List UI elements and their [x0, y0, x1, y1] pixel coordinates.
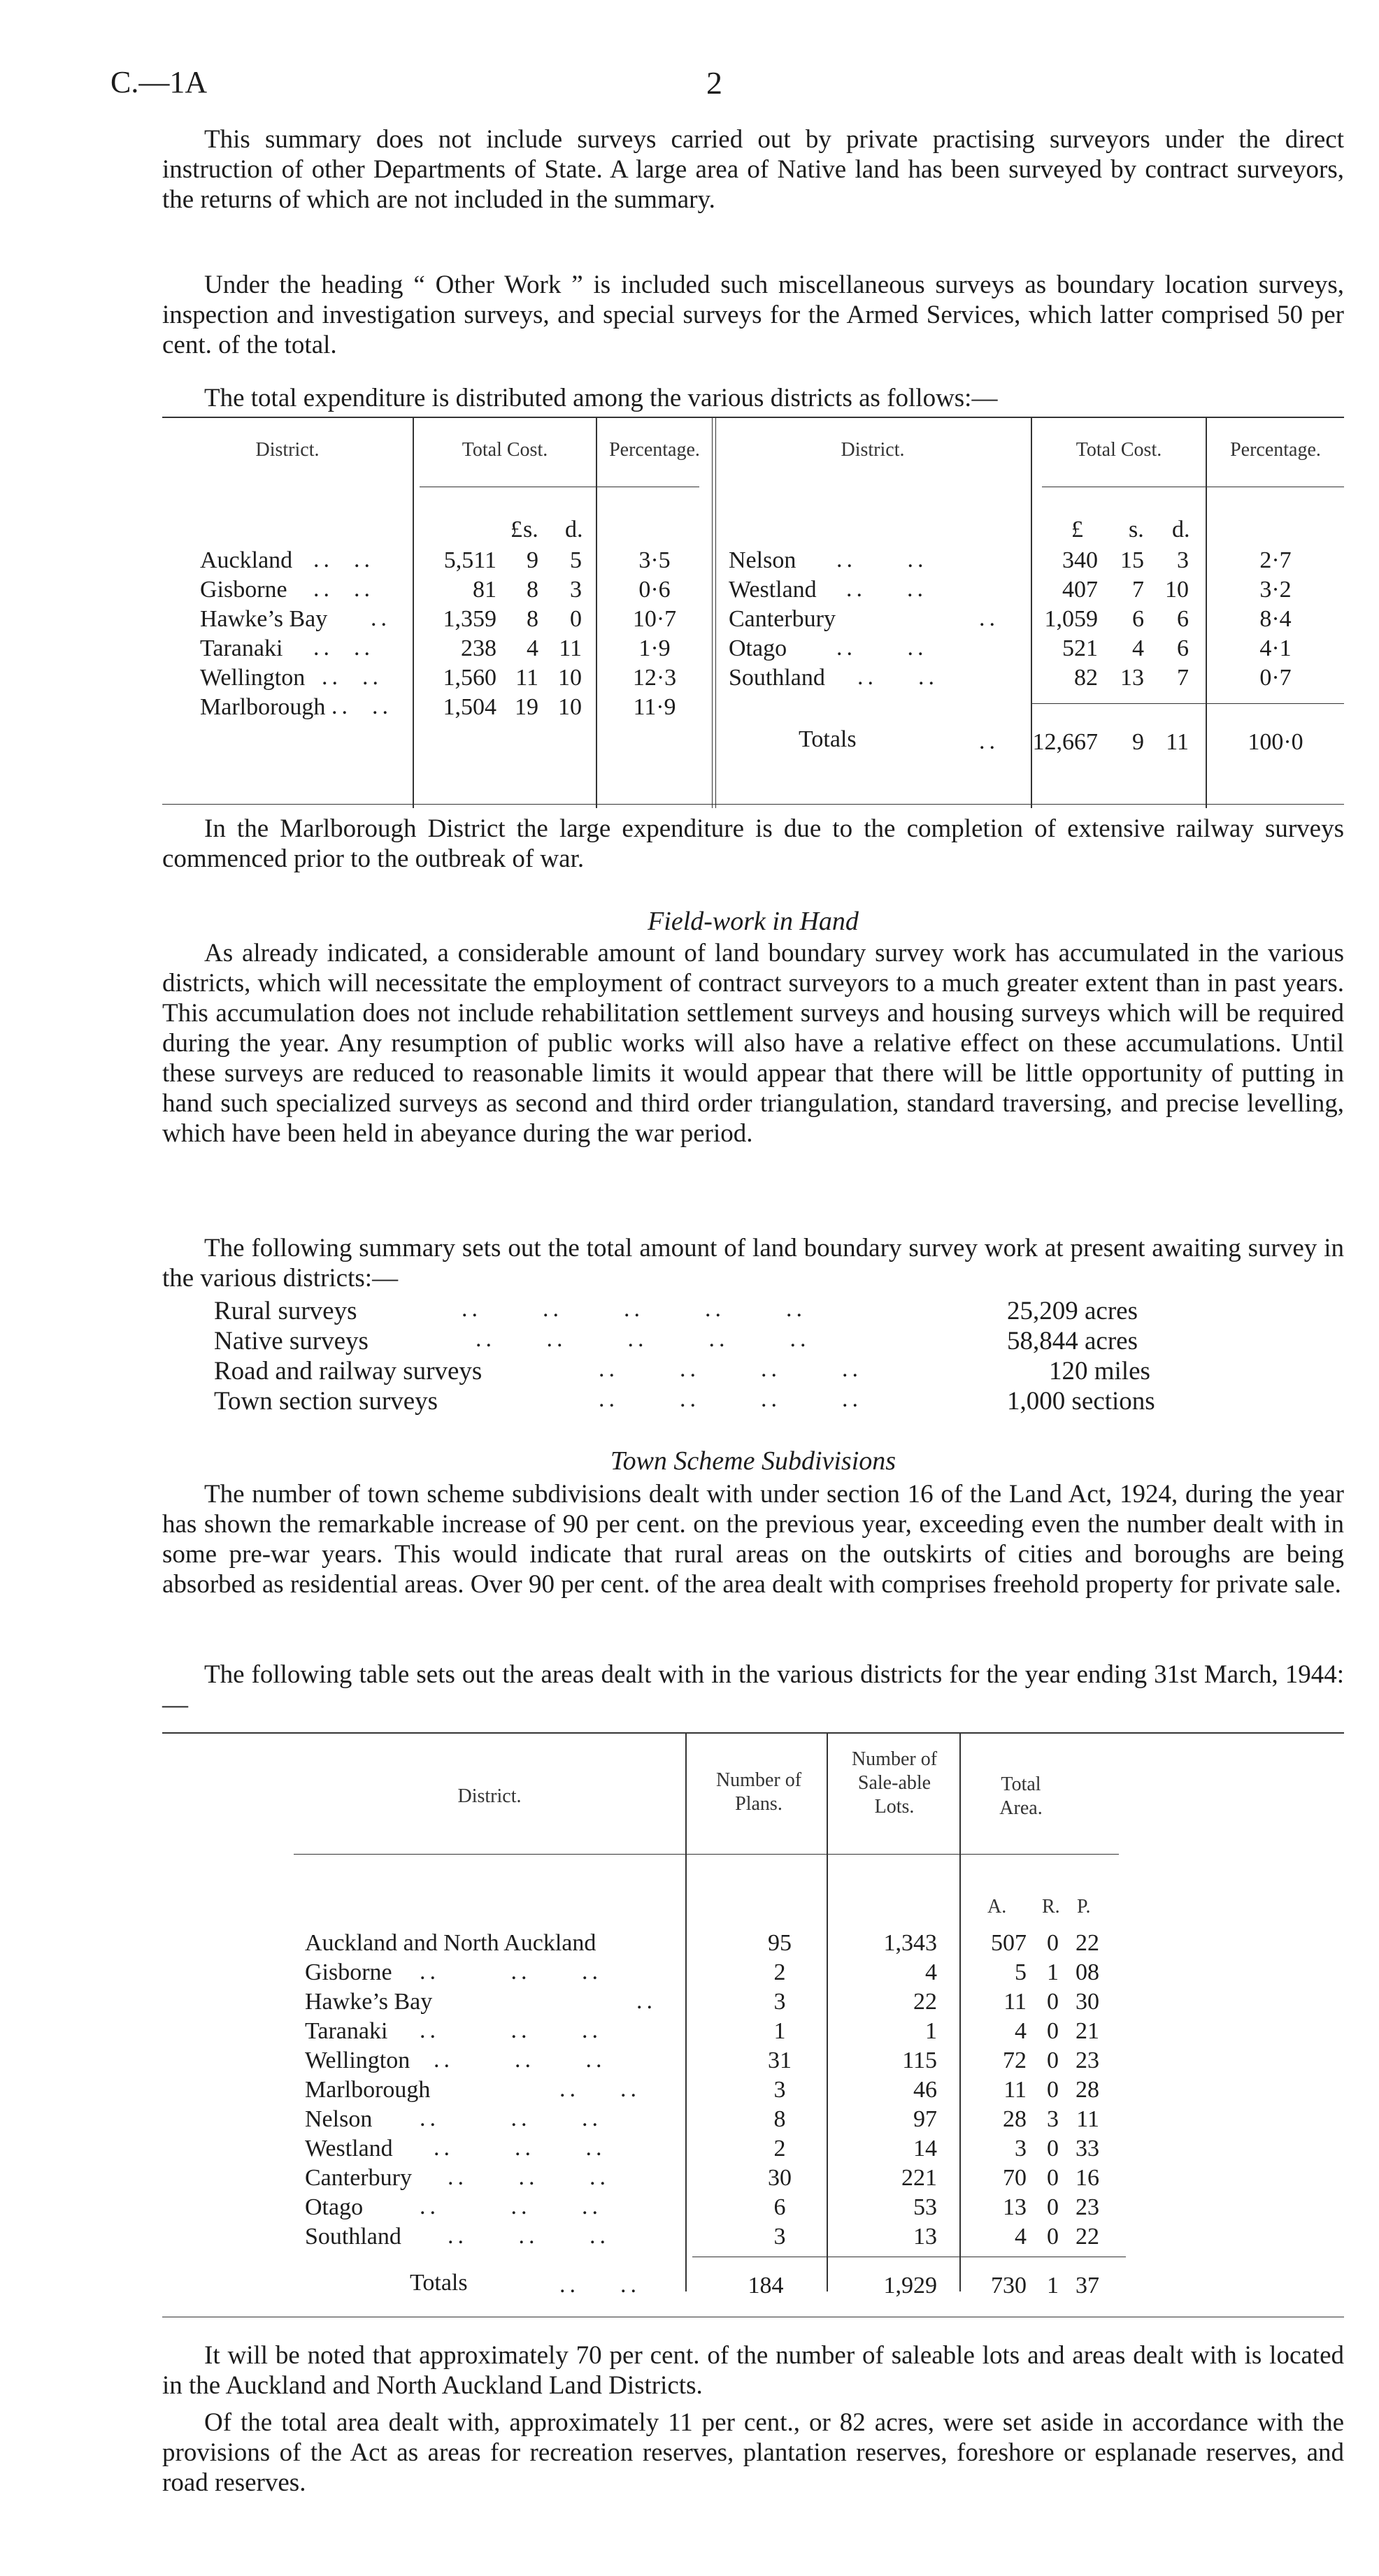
cost-pence: 10	[1165, 577, 1189, 603]
totals-label: Totals	[799, 726, 857, 752]
district-name: Gisborne	[305, 1959, 392, 1985]
cost-shillings: 11	[515, 665, 538, 691]
header-total-cost: Total Cost.	[1076, 439, 1162, 461]
summary-value: 1,000 sections	[1007, 1387, 1155, 1416]
plans-value: 1	[773, 2018, 786, 2044]
cost-pence: 10	[558, 694, 582, 720]
area-perches: 08	[1076, 1959, 1099, 1985]
cost-shillings: 19	[515, 694, 538, 720]
total-shillings: 9	[1132, 729, 1144, 755]
area-acres: 3	[1015, 2136, 1027, 2161]
plans-value: 2	[773, 2136, 786, 2161]
total-pence: 11	[1166, 729, 1189, 755]
area-perches: 22	[1076, 2224, 1099, 2250]
district-name: Hawke’s Bay	[305, 1989, 433, 2015]
area-roods: 0	[1047, 2136, 1059, 2161]
leader-dots: .. .. ..	[448, 2223, 610, 2249]
area-acres: 72	[1003, 2048, 1027, 2073]
district-name: Gisborne	[200, 577, 287, 603]
pence-unit: d.	[1172, 517, 1190, 542]
summary-label: Native surveys	[214, 1327, 369, 1355]
header-plans: Number of Plans.	[715, 1769, 802, 1815]
total-roods: 1	[1047, 2273, 1059, 2298]
district-name: Canterbury	[729, 606, 836, 632]
cost-pence: 10	[558, 665, 582, 691]
cost-pence: 3	[1177, 547, 1189, 573]
acres-unit: A.	[987, 1896, 1007, 1917]
district-name: Wellington	[200, 665, 306, 691]
area-perches: 21	[1076, 2018, 1099, 2044]
cost-pounds: 340	[1062, 547, 1098, 573]
plans-value: 8	[773, 2106, 786, 2132]
area-roods: 0	[1047, 2224, 1059, 2250]
cost-pence: 0	[570, 606, 582, 632]
cost-shillings: 9	[527, 547, 538, 573]
total-perches: 37	[1076, 2273, 1099, 2298]
area-roods: 0	[1047, 2048, 1059, 2073]
column-divider	[827, 1732, 828, 2291]
plans-value: 95	[768, 1930, 792, 1956]
leader-dots: ..	[636, 1988, 657, 2014]
district-name: Canterbury	[305, 2165, 412, 2191]
district-name: Westland	[729, 577, 817, 603]
district-name: Otago	[729, 635, 787, 661]
header-district: District.	[841, 439, 905, 461]
paragraph-marlborough: In the Marlborough District the large expenditure is due to the completion of extensive railway surveys commenced prior to the outbreak of war.	[162, 814, 1344, 873]
area-perches: 33	[1076, 2136, 1099, 2161]
area-perches: 30	[1076, 1989, 1099, 2015]
area-acres: 5	[1015, 1959, 1027, 1985]
summary-value: 120 miles	[1049, 1357, 1150, 1386]
pence-unit: d.	[565, 517, 583, 542]
header-percentage: Percentage.	[1230, 439, 1321, 461]
lots-value: 13	[913, 2224, 937, 2250]
cost-shillings: 6	[1132, 606, 1144, 632]
cost-pounds: 521	[1062, 635, 1098, 661]
area-roods: 0	[1047, 2077, 1059, 2103]
area-acres: 13	[1003, 2194, 1027, 2220]
cost-pence: 6	[1177, 606, 1189, 632]
leader-dots: .. .. ..	[434, 2135, 606, 2161]
leader-dots: .. .. ..	[420, 1959, 602, 1985]
totals-rule	[1032, 703, 1344, 704]
leader-dots: .. ..	[559, 2076, 641, 2102]
district-name: Southland	[729, 665, 825, 691]
leader-dots: .. .. ..	[420, 2017, 602, 2043]
leader-dots: .. .. .. .. ..	[476, 1326, 810, 1352]
lots-value: 221	[901, 2165, 937, 2191]
leader-dots: .. ..	[331, 693, 392, 719]
cost-pence: 7	[1177, 665, 1189, 691]
percentage-value: 10·7	[632, 606, 677, 632]
district-name: Westland	[305, 2136, 393, 2161]
area-perches: 22	[1076, 1930, 1099, 1956]
leader-dots: .. ..	[313, 547, 374, 573]
cost-pounds: 5,511	[443, 547, 496, 573]
area-roods: 0	[1047, 1930, 1059, 1956]
leader-dots: .. ..	[857, 664, 938, 690]
leader-dots: .. .. ..	[448, 2164, 610, 2190]
paragraph-saleable-lots: It will be noted that approximately 70 per cent. of the number of saleable lots and areas dealt with is located in the Auckland and North Auckland Land Districts.	[162, 2341, 1344, 2400]
plans-value: 3	[773, 1989, 786, 2015]
percentage-value: 1·9	[638, 635, 671, 661]
leader-dots: .. .. .. ..	[599, 1386, 862, 1412]
area-acres: 28	[1003, 2106, 1027, 2132]
area-acres: 4	[1015, 2224, 1027, 2250]
pounds-unit: £	[1071, 517, 1083, 542]
table-bottom-rule	[162, 804, 1344, 805]
percentage-value: 8·4	[1259, 606, 1292, 632]
district-name: Marlborough	[200, 694, 326, 720]
area-perches: 28	[1076, 2077, 1099, 2103]
leader-dots: .. ..	[313, 635, 374, 661]
district-name: Taranaki	[200, 635, 283, 661]
leader-dots: .. .. .. ..	[599, 1356, 862, 1382]
paragraph-private-surveys: This summary does not include surveys carried out by private practising surveyors under the direct instruction of other Departments of State. A large area of Native land has been surveyed by contract surveyors, the returns of which are not included in the summary.	[162, 125, 1344, 214]
leader-dots: .. .. .. .. ..	[462, 1296, 806, 1322]
lots-value: 4	[925, 1959, 937, 1985]
cost-pence: 6	[1177, 635, 1189, 661]
percentage-value: 0·6	[638, 577, 671, 603]
lots-value: 1	[925, 2018, 937, 2044]
total-lots: 1,929	[883, 2273, 937, 2298]
district-name: Nelson	[305, 2106, 373, 2132]
plans-value: 31	[768, 2048, 792, 2073]
area-roods: 0	[1047, 2194, 1059, 2220]
area-roods: 1	[1047, 1959, 1059, 1985]
header-total-cost: Total Cost.	[462, 439, 548, 461]
district-name: Otago	[305, 2194, 364, 2220]
heading-field-work: Field-work in Hand	[648, 907, 859, 936]
table-top-rule	[162, 417, 1344, 418]
paragraph-summary-intro: The following summary sets out the total amount of land boundary survey work at present awaiting survey in the various districts:—	[162, 1234, 1344, 1293]
cost-shillings: 4	[527, 635, 538, 661]
plans-value: 30	[768, 2165, 792, 2191]
plans-value: 3	[773, 2077, 786, 2103]
cost-pounds: 1,359	[443, 606, 496, 632]
leader-dots: .. ..	[313, 576, 374, 602]
cost-shillings: 13	[1120, 665, 1144, 691]
document-reference: C.—1A	[110, 65, 208, 99]
header-rule	[294, 1854, 1119, 1855]
area-perches: 23	[1076, 2194, 1099, 2220]
paragraph-town-scheme: The number of town scheme subdivisions dealt with under section 16 of the Land Act, 1924, during the year has shown the remarkable increase of 90 per cent. on the previous year, exceeding even the number dealt with in some pre-war years. This would indicate that rural areas on the outskirts of cities and boroughs are being absorbed as residential areas. Over 90 per cent. of the area dealt with comprises freehold property for private sale.	[162, 1480, 1344, 1599]
percentage-value: 4·1	[1259, 635, 1292, 661]
cost-pounds: 1,504	[443, 694, 496, 720]
summary-label: Road and railway surveys	[214, 1357, 483, 1386]
cost-pounds: 1,059	[1044, 606, 1098, 632]
leader-dots: .. .. ..	[420, 2106, 602, 2131]
totals-label: Totals	[410, 2270, 468, 2296]
total-plans: 184	[748, 2273, 784, 2298]
lots-value: 1,343	[883, 1930, 937, 1956]
double-divider	[712, 417, 716, 808]
district-name: Taranaki	[305, 2018, 388, 2044]
leader-dots: .. ..	[559, 2272, 641, 2298]
total-acres: 730	[991, 2273, 1027, 2298]
percentage-value: 2·7	[1259, 547, 1292, 573]
lots-value: 53	[913, 2194, 937, 2220]
percentage-value: 3·5	[638, 547, 671, 573]
paragraph-reserves: Of the total area dealt with, approximately 11 per cent., or 82 acres, were set aside in accordance with the provisions of the Act as areas for recreation reserves, plantation reserves, foreshore or esplanade reserves, and road reserves.	[162, 2408, 1344, 2497]
plans-value: 6	[773, 2194, 786, 2220]
summary-label: Rural surveys	[214, 1297, 357, 1325]
paragraph-other-work: Under the heading “ Other Work ” is included such miscellaneous surveys as boundary location surveys, inspection and investigation surveys, and special surveys for the Armed Services, which latter comprised 50 per cent. of the total.	[162, 271, 1344, 359]
cost-shillings: 7	[1132, 577, 1144, 603]
plans-value: 2	[773, 1959, 786, 1985]
header-district: District.	[457, 1785, 522, 1807]
cost-shillings: 15	[1120, 547, 1144, 573]
lots-value: 115	[902, 2048, 937, 2073]
cost-shillings: 8	[527, 577, 538, 603]
area-roods: 0	[1047, 2165, 1059, 2191]
cost-pounds: 238	[461, 635, 496, 661]
header-percentage: Percentage.	[609, 439, 700, 461]
district-name: Auckland	[200, 547, 293, 573]
shillings-unit: s.	[1129, 517, 1144, 542]
total-percentage: 100·0	[1248, 729, 1303, 755]
page-number: 2	[706, 65, 722, 101]
area-roods: 3	[1047, 2106, 1059, 2132]
leader-dots: .. .. ..	[420, 2194, 602, 2219]
plans-value: 3	[773, 2224, 786, 2250]
area-acres: 507	[991, 1930, 1027, 1956]
percentage-value: 0·7	[1259, 665, 1292, 691]
column-divider	[413, 417, 414, 808]
header-lots: Number of Sale-able Lots.	[851, 1748, 938, 1818]
cost-pounds: 82	[1074, 665, 1098, 691]
perches-unit: P.	[1077, 1896, 1091, 1917]
area-roods: 0	[1047, 1989, 1059, 2015]
lots-value: 97	[913, 2106, 937, 2132]
column-divider	[685, 1732, 687, 2291]
summary-value: 25,209 acres	[1007, 1297, 1138, 1325]
area-perches: 23	[1076, 2048, 1099, 2073]
paragraph-expenditure-intro: The total expenditure is distributed among the various districts as follows:—	[204, 384, 998, 412]
pounds-unit: £	[510, 517, 522, 542]
cost-pence: 11	[559, 635, 582, 661]
cost-pence: 3	[570, 577, 582, 603]
district-name: Hawke’s Bay	[200, 606, 328, 632]
cost-pounds: 81	[473, 577, 496, 603]
district-name: Wellington	[305, 2048, 410, 2073]
leader-dots: .. ..	[846, 576, 927, 602]
cost-pence: 5	[570, 547, 582, 573]
summary-label: Town section surveys	[214, 1387, 438, 1416]
header-area: Total Area.	[999, 1773, 1043, 1819]
paragraph-field-work: As already indicated, a considerable amount of land boundary survey work has accumulated in the various districts, which will necessitate the employment of contract surveyors to a much greater extent than in past years. This accumulation does not include rehabilitation settlement surveys and housing surveys which will be required during the year. Any resumption of public works will also have a relative effect on these accumulations. Until these surveys are reduced to reasonable limits it would appear that there will be little opportunity of putting in hand such specialized surveys as second and third order triangulation, standard traversing, and precise levelling, which have been held in abeyance during the war period.	[162, 939, 1344, 1148]
lots-value: 46	[913, 2077, 937, 2103]
heading-town-scheme: Town Scheme Subdivisions	[610, 1446, 896, 1476]
district-name: Nelson	[729, 547, 796, 573]
cost-shillings: 8	[527, 606, 538, 632]
leader-dots: ..	[371, 605, 391, 631]
area-perches: 11	[1076, 2106, 1099, 2132]
district-name: Marlborough	[305, 2077, 431, 2103]
area-roods: 0	[1047, 2018, 1059, 2044]
leader-dots: ..	[979, 728, 999, 754]
district-name: Southland	[305, 2224, 401, 2250]
summary-value: 58,844 acres	[1007, 1327, 1138, 1355]
percentage-value: 11·9	[633, 694, 676, 720]
shillings-unit: s.	[523, 517, 538, 542]
district-name: Auckland and North Auckland	[305, 1930, 596, 1956]
area-perches: 16	[1076, 2165, 1099, 2191]
cost-shillings: 4	[1132, 635, 1144, 661]
percentage-value: 12·3	[632, 665, 677, 691]
total-pounds: 12,667	[1032, 729, 1098, 755]
cost-pounds: 1,560	[443, 665, 496, 691]
lots-value: 14	[913, 2136, 937, 2161]
roods-unit: R.	[1042, 1896, 1060, 1917]
area-acres: 11	[1003, 2077, 1027, 2103]
leader-dots: .. ..	[322, 664, 383, 690]
header-district: District.	[255, 439, 320, 461]
leader-dots: .. .. ..	[434, 2047, 606, 2073]
cost-pounds: 407	[1062, 577, 1098, 603]
column-divider	[959, 1732, 961, 2291]
paragraph-subdivision-intro: The following table sets out the areas dealt with in the various districts for the year ending 31st March, 1944:—	[162, 1660, 1344, 1719]
leader-dots: .. ..	[836, 547, 928, 573]
leader-dots: .. ..	[836, 635, 928, 661]
leader-dots: ..	[979, 605, 999, 631]
area-acres: 11	[1003, 1989, 1027, 2015]
area-acres: 4	[1015, 2018, 1027, 2044]
table-top-rule	[162, 1732, 1344, 1734]
percentage-value: 3·2	[1259, 577, 1292, 603]
area-acres: 70	[1003, 2165, 1027, 2191]
lots-value: 22	[913, 1989, 937, 2015]
